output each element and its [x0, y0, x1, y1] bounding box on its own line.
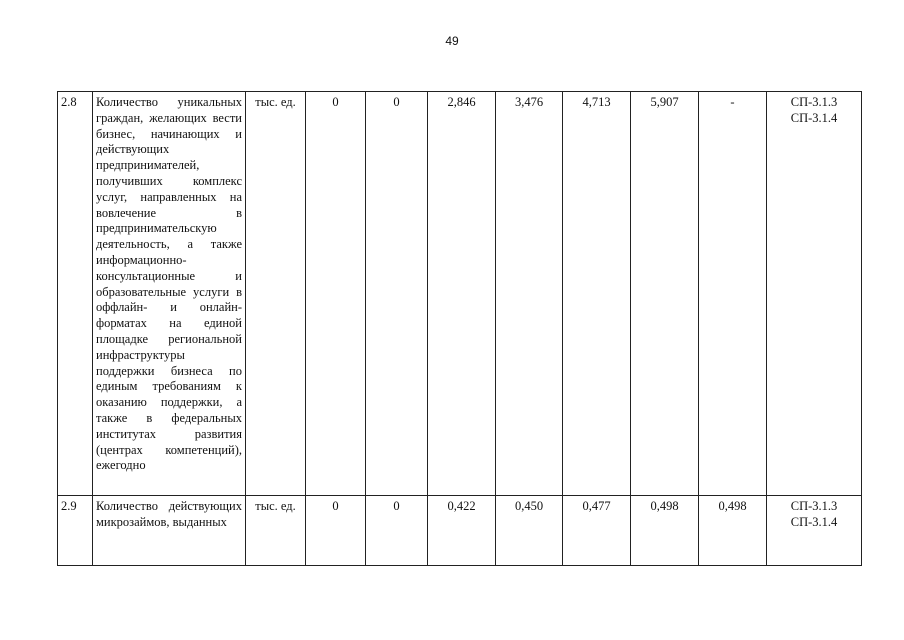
value-cell: 5,907: [631, 92, 699, 496]
page-number: 49: [445, 34, 459, 48]
reference-code: СП-3.1.3: [790, 499, 838, 513]
reference-cell: [767, 496, 862, 566]
value-cell: 0,422: [428, 496, 496, 566]
value-cell: 0: [366, 92, 428, 496]
reference-code: СП-3.1.4: [790, 110, 838, 125]
unit-cell: тыс. ед.: [246, 496, 306, 566]
value-cell: 3,476: [496, 92, 563, 496]
value-cell: 0: [306, 496, 366, 566]
value-cell: 4,713: [563, 92, 631, 496]
value-cell: 0: [366, 496, 428, 566]
value-cell: -: [699, 92, 767, 496]
row-number: 2.8: [58, 92, 93, 496]
indicator-description: Количество действующих микрозаймов, выданных: [96, 499, 242, 529]
value-cell: 0,498: [699, 496, 767, 566]
value-cell: 0,450: [496, 496, 563, 566]
row-number: 2.9: [58, 496, 93, 566]
indicator-description: Количество уникальных граждан, желающих вести бизнес, начинающих и действующих предпринимателей, получивших комплекс услуг, направленных на вовлечение в предпринимательскую деятельность, а также информационно-консультационные и образовательные услуги в оффлайн- и онлайн-форматах на единой площадке региональной инфраструктуры поддержки бизнеса по единым требованиям к оказанию поддержки, а также в федеральных институтах развития (центрах компетенций), ежегодно: [96, 95, 242, 473]
value-cell: 0,477: [563, 496, 631, 566]
table-row: [58, 92, 862, 496]
indicator-table: [57, 91, 862, 566]
value-cell: 2,846: [428, 92, 496, 496]
reference-code: СП-3.1.3: [790, 95, 838, 109]
value-cell: 0: [306, 92, 366, 496]
table-row: [58, 496, 862, 566]
unit-cell: тыс. ед.: [246, 92, 306, 496]
value-cell: 0,498: [631, 496, 699, 566]
reference-cell: [767, 92, 862, 496]
reference-code: СП-3.1.4: [790, 514, 838, 529]
